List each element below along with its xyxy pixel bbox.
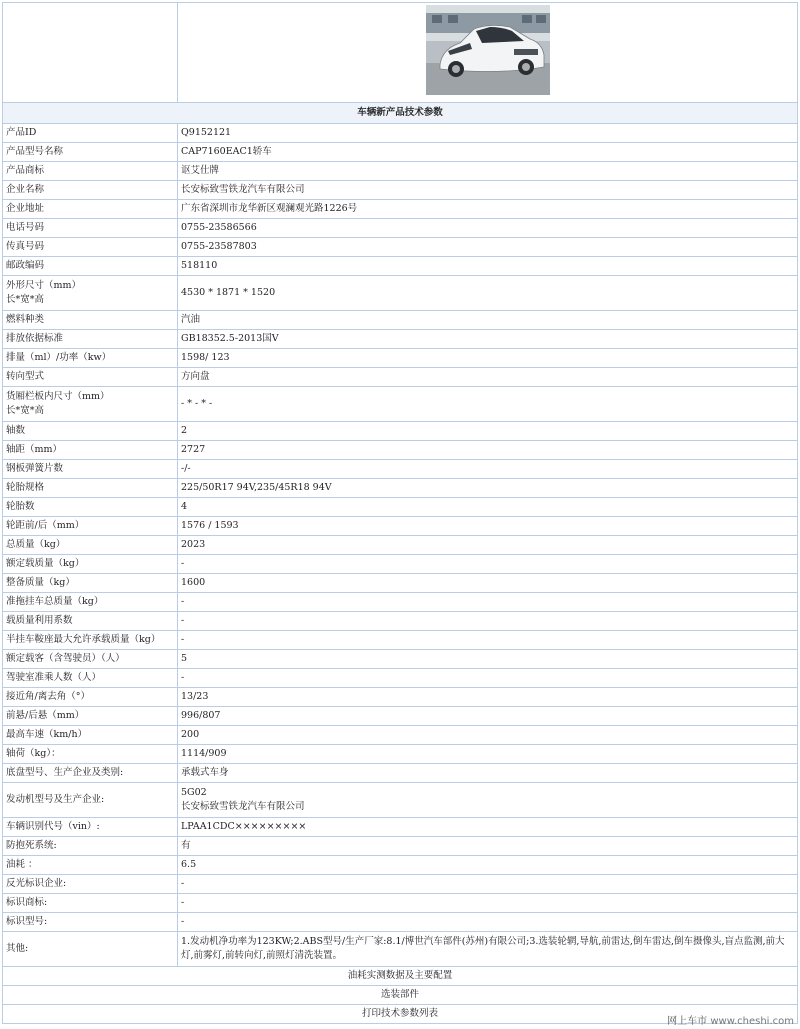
spec-row [3,669,798,688]
spec-row [3,200,798,219]
spec-value: LPAA1CDC××××××××× [178,818,798,837]
spec-label: 前悬/后悬（mm） [3,707,178,726]
spec-label: 排放依据标准 [3,330,178,349]
spec-label: 额定载质量（kg） [3,555,178,574]
spec-label: 最高车速（km/h） [3,726,178,745]
spec-row [3,441,798,460]
spec-value: 2 [178,422,798,441]
spec-value: 6.5 [178,856,798,875]
spec-label: 轴荷（kg）： [3,745,178,764]
spec-row [3,894,798,913]
spec-label: 标识型号: [3,913,178,932]
spec-row [3,875,798,894]
spec-value: - * - * - [178,387,798,422]
spec-row [3,181,798,200]
spec-row [3,536,798,555]
spec-rows [3,124,798,967]
spec-label: 产品型号名称 [3,143,178,162]
spec-value: 225/50R17 94V,235/45R18 94V [178,479,798,498]
spec-label: 产品ID [3,124,178,143]
spec-value: 有 [178,837,798,856]
spec-label: 燃料种类 [3,311,178,330]
spec-value: 广东省深圳市龙华新区观澜观光路1226号 [178,200,798,219]
spec-row [3,460,798,479]
spec-value: 1576 / 1593 [178,517,798,536]
watermark-url: www.cheshi.com [710,1016,794,1027]
spec-value: 4 [178,498,798,517]
spec-label: 轴数 [3,422,178,441]
spec-value: 0755-23586566 [178,219,798,238]
spec-row [3,612,798,631]
car-photo[interactable] [426,5,550,95]
spec-value: 方向盘 [178,368,798,387]
spec-label: 额定载客（含驾驶员）（人） [3,650,178,669]
fuel-data-link[interactable]: 油耗实测数据及主要配置 [3,967,798,986]
spec-value: 1598/ 123 [178,349,798,368]
spec-row [3,219,798,238]
spec-value: 1.发动机净功率为123KW;2.ABS型号/生产厂家:8.1/博世汽车部件(苏州)有限公司;3.选装轮辋,导航,前雷达,倒车雷达,倒车摄像头,盲点监测,前大灯,前雾灯,前转向灯,前照灯清洗装置。 [178,932,798,967]
spec-label: 电话号码 [3,219,178,238]
spec-label: 轮距前/后（mm） [3,517,178,536]
spec-row [3,555,798,574]
photo-label-cell [3,3,178,103]
spec-value: GB18352.5-2013国V [178,330,798,349]
spec-value: 200 [178,726,798,745]
spec-value: - [178,555,798,574]
spec-label: 企业地址 [3,200,178,219]
spec-label: 轮胎数 [3,498,178,517]
spec-label: 准拖挂车总质量（kg） [3,593,178,612]
spec-value: CAP7160EAC1轿车 [178,143,798,162]
spec-value: 1600 [178,574,798,593]
spec-value: - [178,612,798,631]
options-link[interactable]: 选装部件 [3,986,798,1005]
spec-row [3,574,798,593]
spec-value: -/- [178,460,798,479]
spec-row [3,349,798,368]
section-title: 车辆新产品技术参数 [3,103,798,124]
spec-label: 货厢栏板内尺寸（mm） 长*宽*高 [3,387,178,422]
spec-value: 5 [178,650,798,669]
spec-row [3,783,798,818]
spec-row [3,726,798,745]
spec-value: 996/807 [178,707,798,726]
spec-row [3,479,798,498]
spec-row [3,818,798,837]
spec-label: 总质量（kg） [3,536,178,555]
spec-row [3,650,798,669]
spec-label: 钢板弹簧片数 [3,460,178,479]
spec-label: 外形尺寸（mm） 长*宽*高 [3,276,178,311]
spec-label: 油耗 ： [3,856,178,875]
spec-row [3,517,798,536]
spec-row [3,330,798,349]
spec-label: 邮政编码 [3,257,178,276]
spec-row [3,631,798,650]
spec-label: 标识商标: [3,894,178,913]
spec-value: - [178,875,798,894]
photo-row [3,3,798,103]
spec-value: - [178,669,798,688]
spec-label: 反光标识企业: [3,875,178,894]
spec-label: 其他: [3,932,178,967]
spec-row [3,932,798,967]
spec-table [2,2,798,1024]
spec-label: 传真号码 [3,238,178,257]
spec-row [3,368,798,387]
spec-label: 底盘型号、生产企业及类别: [3,764,178,783]
print-link[interactable]: 打印技术参数列表 [3,1005,798,1024]
spec-row [3,276,798,311]
spec-value: 5G02 长安标致雪铁龙汽车有限公司 [178,783,798,818]
spec-value: 518110 [178,257,798,276]
spec-label: 半挂车鞍座最大允许承载质量（kg） [3,631,178,650]
spec-label: 整备质量（kg） [3,574,178,593]
spec-value: 1114/909 [178,745,798,764]
spec-label: 转向型式 [3,368,178,387]
spec-row [3,498,798,517]
spec-value: 13/23 [178,688,798,707]
spec-row [3,124,798,143]
spec-value: 长安标致雪铁龙汽车有限公司 [178,181,798,200]
spec-row [3,913,798,932]
spec-label: 车辆识别代号（vin）: [3,818,178,837]
spec-value: - [178,631,798,650]
spec-row [3,162,798,181]
spec-row [3,856,798,875]
spec-value: Q9152121 [178,124,798,143]
spec-label: 轴距（mm） [3,441,178,460]
spec-row [3,257,798,276]
spec-label: 发动机型号及生产企业: [3,783,178,818]
spec-row [3,238,798,257]
watermark [667,1012,794,1027]
spec-value: 承载式车身 [178,764,798,783]
spec-row [3,764,798,783]
spec-row [3,593,798,612]
spec-page [2,2,798,1024]
watermark-site: 网上车市 [667,1016,708,1027]
spec-label: 排量（ml）/功率（kw） [3,349,178,368]
spec-label: 防抱死系统: [3,837,178,856]
spec-value: 0755-23587803 [178,238,798,257]
section-title-row [3,103,798,124]
spec-value: 汽油 [178,311,798,330]
spec-row [3,837,798,856]
spec-value: 4530 * 1871 * 1520 [178,276,798,311]
spec-value: 2727 [178,441,798,460]
spec-label: 产品商标 [3,162,178,181]
spec-row [3,311,798,330]
spec-row [3,422,798,441]
photo-cell [178,3,798,103]
spec-value: - [178,913,798,932]
spec-value: 讴艾仕牌 [178,162,798,181]
spec-value: - [178,894,798,913]
spec-row [3,688,798,707]
spec-label: 轮胎规格 [3,479,178,498]
spec-row [3,745,798,764]
spec-label: 接近角/离去角（°） [3,688,178,707]
spec-label: 载质量利用系数 [3,612,178,631]
spec-value: 2023 [178,536,798,555]
spec-label: 驾驶室准乘人数（人） [3,669,178,688]
spec-label: 企业名称 [3,181,178,200]
spec-row [3,143,798,162]
spec-row [3,707,798,726]
spec-value: - [178,593,798,612]
spec-row [3,387,798,422]
